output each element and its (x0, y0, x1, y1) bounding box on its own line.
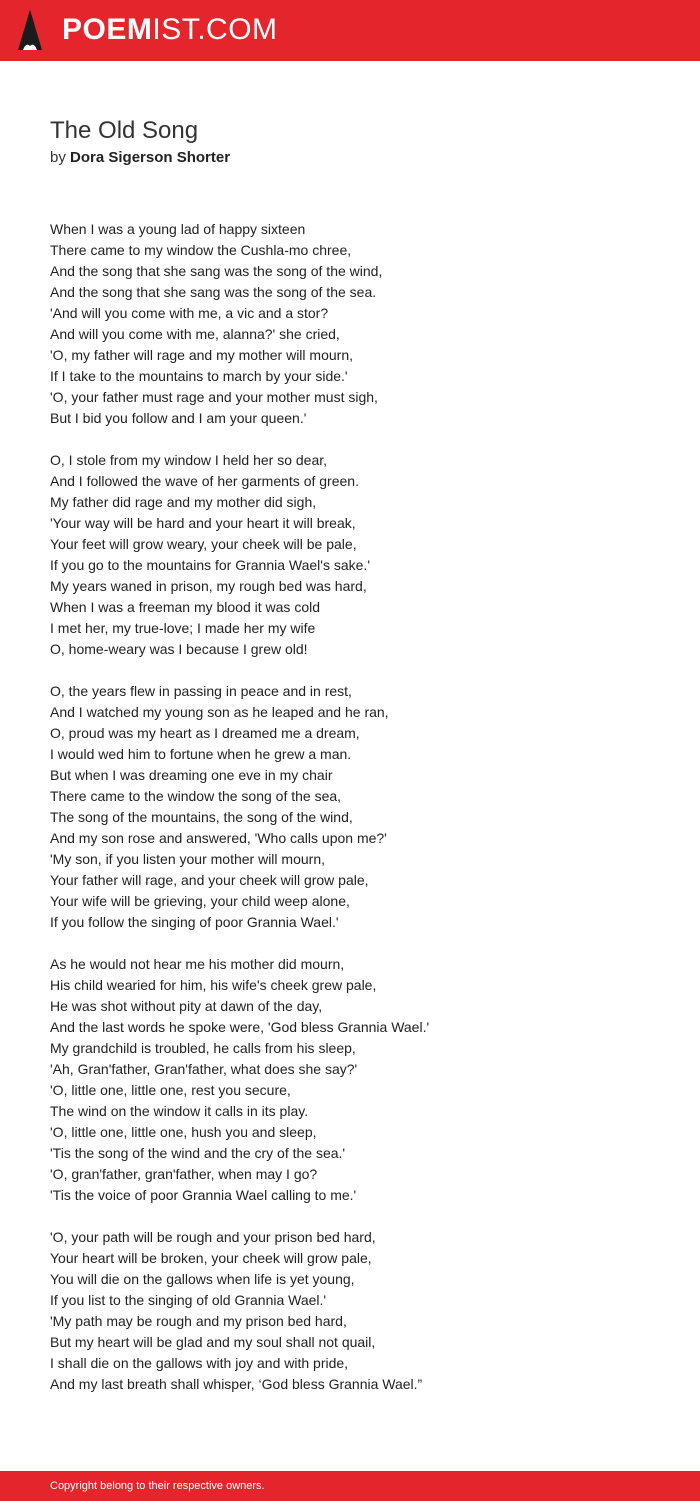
poem-stanza (50, 450, 670, 660)
poem-line: I shall die on the gallows with joy and with pride, (50, 1355, 349, 1371)
poem-line: But my heart will be glad and my soul shall not quail, (50, 1334, 376, 1350)
poem-line: O, proud was my heart as I dreamed me a dream, (50, 725, 360, 741)
site-header (0, 0, 700, 61)
poem-line: 'O, your father must rage and your mother must sigh, (50, 389, 378, 405)
poem-line: And my son rose and answered, 'Who calls upon me?' (50, 830, 387, 846)
poem-line: Your heart will be broken, your cheek will grow pale, (50, 1250, 372, 1266)
poem-line: 'Tis the song of the wind and the cry of the sea.' (50, 1145, 346, 1161)
poem-line: 'And will you come with me, a vic and a stor? (50, 305, 329, 321)
poem-line: I met her, my true-love; I made her my wife (50, 620, 316, 636)
poem-line: 'My son, if you listen your mother will mourn, (50, 851, 325, 867)
poem-line: If you list to the singing of old Grannia Wael.' (50, 1292, 327, 1308)
poem-line: There came to the window the song of the sea, (50, 788, 342, 804)
poem-line: O, the years flew in passing in peace and in rest, (50, 683, 352, 699)
site-logo[interactable] (62, 12, 278, 48)
poem-line: But I bid you follow and I am your queen.' (50, 410, 307, 426)
poem-line: 'My path may be rough and my prison bed hard, (50, 1313, 347, 1329)
poem-line: The song of the mountains, the song of the wind, (50, 809, 353, 825)
poem-line: My years waned in prison, my rough bed was hard, (50, 578, 367, 594)
poem-line: 'O, my father will rage and my mother will mourn, (50, 347, 353, 363)
poem-line: And the song that she sang was the song of the sea. (50, 284, 377, 300)
poem-stanza (50, 219, 670, 429)
poem-stanza (50, 1227, 670, 1395)
poem-line: There came to my window the Cushla-mo chree, (50, 242, 352, 258)
poem-line: O, I stole from my window I held her so dear, (50, 452, 328, 468)
poem-line: 'O, little one, little one, rest you secure, (50, 1082, 291, 1098)
poem-body (50, 219, 670, 1416)
poem-line: 'O, little one, little one, hush you and sleep, (50, 1124, 317, 1140)
poem-stanza (50, 954, 670, 1206)
poem-line: As he would not hear me his mother did mourn, (50, 956, 345, 972)
poem-line: When I was a young lad of happy sixteen (50, 221, 306, 237)
poem-line: My father did rage and my mother did sigh, (50, 494, 317, 510)
poem-line: If you follow the singing of poor Grannia Wael.' (50, 914, 339, 930)
pencil-icon[interactable] (17, 8, 43, 52)
poem-line: When I was a freeman my blood it was cold (50, 599, 321, 615)
poem-line: Your feet will grow weary, your cheek will be pale, (50, 536, 357, 552)
poem-line: If I take to the mountains to march by your side.' (50, 368, 348, 384)
poem-line: And my last breath shall whisper, ‘God bless Grannia Wael.” (50, 1376, 423, 1392)
logo-light-text: IST.COM (152, 13, 278, 46)
author-name: Dora Sigerson Shorter (70, 149, 231, 166)
poem-line: And I watched my young son as he leaped and he ran, (50, 704, 389, 720)
poem-line: I would wed him to fortune when he grew a man. (50, 746, 352, 762)
poem-line: He was shot without pity at dawn of the day, (50, 998, 323, 1014)
site-footer (0, 1471, 700, 1501)
poem-line: You will die on the gallows when life is yet young, (50, 1271, 355, 1287)
poem-line: Your wife will be grieving, your child weep alone, (50, 893, 350, 909)
poem-line: And I followed the wave of her garments of green. (50, 473, 359, 489)
poem-line: His child wearied for him, his wife's cheek grew pale, (50, 977, 377, 993)
poem-line: Your father will rage, and your cheek will grow pale, (50, 872, 369, 888)
poem-line: O, home-weary was I because I grew old! (50, 641, 308, 657)
poem-line: 'Your way will be hard and your heart it will break, (50, 515, 356, 531)
copyright-text: Copyright belong to their respective owners. (50, 1480, 265, 1492)
logo-bold-text: POEM (62, 13, 153, 46)
poem-line: And the last words he spoke were, 'God bless Grannia Wael.' (50, 1019, 430, 1035)
poem-stanza (50, 681, 670, 933)
poem-line: But when I was dreaming one eve in my chair (50, 767, 333, 783)
poem-line: 'O, your path will be rough and your prison bed hard, (50, 1229, 376, 1245)
poem-line: And will you come with me, alanna?' she cried, (50, 326, 340, 342)
poem-line: And the song that she sang was the song of the wind, (50, 263, 383, 279)
poem-line: The wind on the window it calls in its play. (50, 1103, 309, 1119)
poem-title: The Old Song (50, 117, 199, 144)
byline-prefix: by (50, 149, 66, 166)
poem-line: 'Ah, Gran'father, Gran'father, what does she say?' (50, 1061, 358, 1077)
poem-line: If you go to the mountains for Grannia Wael's sake.' (50, 557, 370, 573)
poem-line: 'Tis the voice of poor Grannia Wael calling to me.' (50, 1187, 357, 1203)
poem-line: 'O, gran'father, gran'father, when may I go? (50, 1166, 318, 1182)
poem-line: My grandchild is troubled, he calls from his sleep, (50, 1040, 356, 1056)
byline (50, 148, 230, 168)
